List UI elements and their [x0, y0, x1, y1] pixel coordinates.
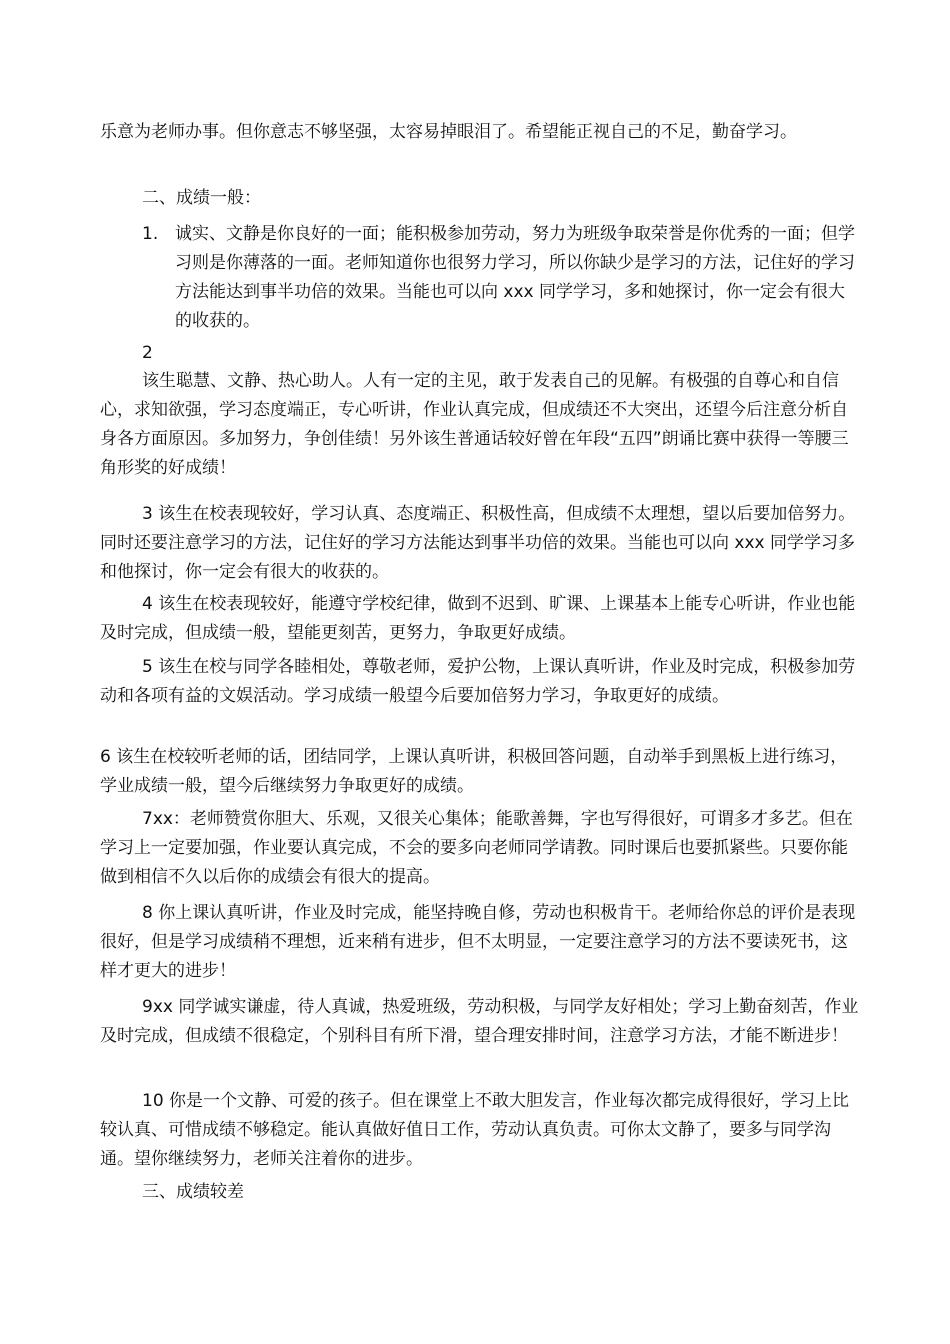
paragraph-9: 9xx 同学诚实谦虚，待人真诚，热爱班级，劳动积极，与同学友好相处；学习上勤奋刻苦，作业及时完成，但成绩不很稳定，个别科目有所下滑，望合理安排时间，注意学习方法，才能不断进步！ — [100, 997, 859, 1046]
paragraph-8: 8 你上课认真听讲，作业及时完成，能坚持晚自修，劳动也积极肯干。老师给你总的评价是表现很好，但是学习成绩稍不理想，近来稍有进步，但不太明显，一定要注意学习的方法不要读死书，这样才更大的进步！ — [100, 903, 856, 981]
paragraph-5: 5 该生在校与同学各睦相处，尊敬老师，爱护公物，上课认真听讲，作业及时完成，积极参加劳动和各项有益的文娱活动。学习成绩一般望今后要加倍努力学习，争取更好的成绩。 — [100, 657, 856, 706]
paragraph-6: 6 该生在校较听老师的话，团结同学，上课认真听讲，积极回答问题，自动举手到黑板上进行练习，学业成绩一般，望今后继续努力争取更好的成绩。 — [100, 747, 848, 796]
paragraph-4: 4 该生在校表现较好，能遵守学校纪律，做到不迟到、旷课、上课基本上能专心听讲，作业也能及时完成，但成绩一般，望能更刻苦，更努力，争取更好成绩。 — [100, 594, 856, 643]
list-item-1-text: 诚实、文静是你良好的一面；能积极参加劳动，努力为班级争取荣誉是你优秀的一面；但学习则是你薄落的一面。老师知道你也很努力学习，所以你缺少是学习的方法，记住好的学习方法能达到事半功倍的效果。当能也可以向 xxx 同学学习，多和她探讨，你一定会有很大的收获的。 — [175, 224, 855, 331]
list-item-1-number: 1. — [142, 224, 159, 244]
paragraph-intro: 乐意为老师办事。但你意志不够坚强，太容易掉眼泪了。希望能正视自己的不足，勤奋学习。 — [100, 122, 797, 142]
paragraph-10: 10 你是一个文静、可爱的孩子。但在课堂上不敢大胆发言，作业每次都完成得很好，学习上比较认真、可惜成绩不够稳定。能认真做好值日工作，劳动认真负责。可你太文静了，要多与同学沟通。望你继续努力，老师关注着你的进步。 — [100, 1091, 850, 1169]
paragraph-7: 7xx：老师赞赏你胆大、乐观，又很关心集体；能歌善舞，字也写得很好，可谓多才多艺。但在学习上一定要加强，作业要认真完成，不会的要多向老师同学请教。同时课后也要抓紧些。只要你能做到相信不久以后你的成绩会有很大的提高。 — [100, 809, 853, 887]
section-heading-poor: 三、成绩较差 — [142, 1182, 244, 1202]
paragraph-2: 该生聪慧、文静、热心助人。人有一定的主见，敢于发表自己的见解。有极强的自尊心和自信心，求知欲强，学习态度端正，专心听讲，作业认真完成，但成绩还不大突出，还望今后注意分析自身各方面原因。多加努力，争创佳绩！另外该生普通话较好曾在年段“五四”朗诵比赛中获得一等腰三角形奖的好成绩！ — [100, 371, 849, 478]
paragraph-3: 3 该生在校表现较好，学习认真、态度端正、积极性高，但成绩不太理想，望以后要加倍努力。同时还要注意学习的方法，记住好的学习方法能达到事半功倍的效果。当能也可以向 xxx 同学学习多和他探讨，你一定会有很大的收获的。 — [100, 504, 856, 582]
item-number-2: 2 — [142, 343, 153, 363]
list-item-1 — [142, 220, 860, 336]
section-heading-average: 二、成绩一般： — [142, 188, 261, 208]
